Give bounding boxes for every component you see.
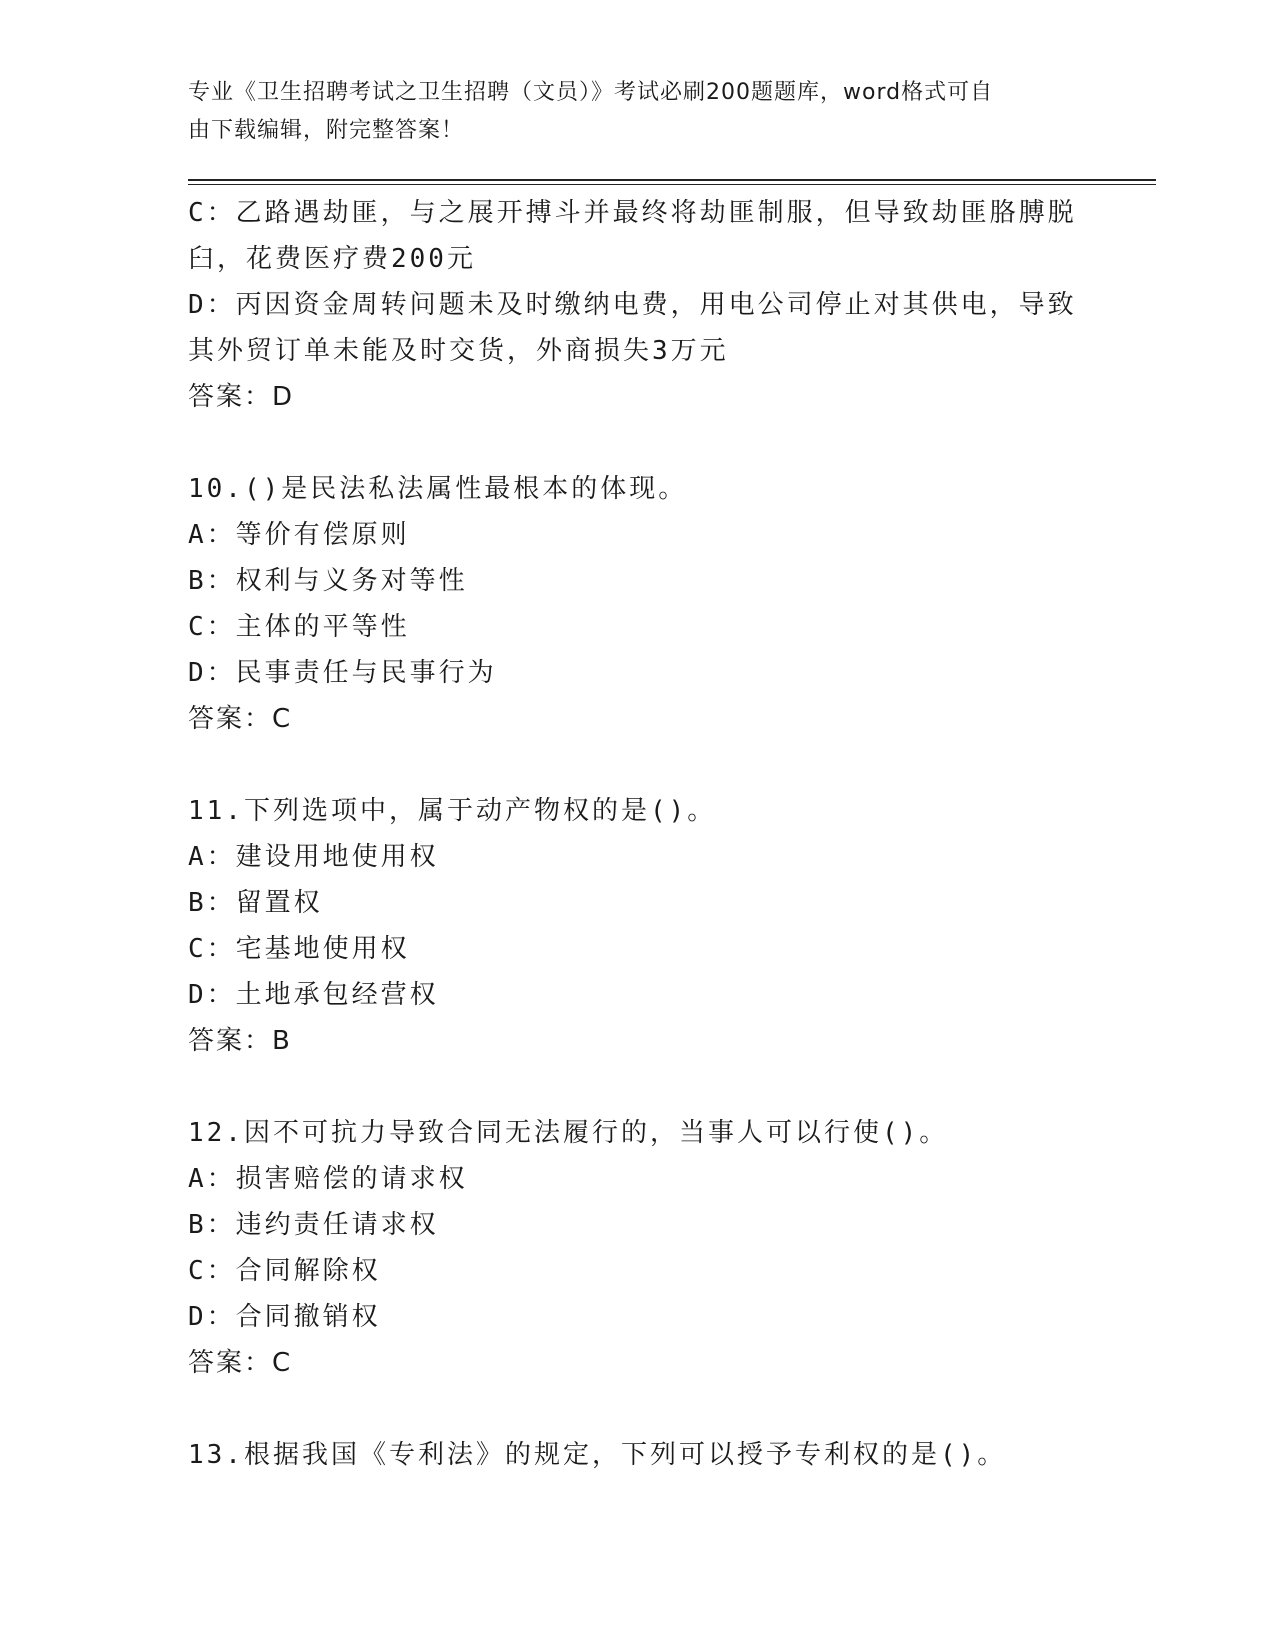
q9-option-d-line-2: 其外贸订单未能及时交货，外商损失3万元: [188, 336, 729, 366]
q13-stem: 13.根据我国《专利法》的规定，下列可以授予专利权的是()。: [188, 1440, 1007, 1470]
q10-option-b: B：权利与义务对等性: [188, 566, 468, 596]
header-rule-thin: [188, 184, 1156, 185]
q12-answer: 答案：C: [188, 1348, 293, 1378]
header-line-1: 专业《卫生招聘考试之卫生招聘（文员）》考试必刷200题题库，word格式可自: [188, 80, 994, 105]
q12-option-b: B：违约责任请求权: [188, 1210, 439, 1240]
q12-stem: 12.因不可抗力导致合同无法履行的，当事人可以行使()。: [188, 1118, 949, 1148]
q12-option-a: A：损害赔偿的请求权: [188, 1164, 468, 1194]
q9-option-c-line-2: 臼，花费医疗费200元: [188, 244, 476, 274]
header-rule-thick: [188, 179, 1156, 181]
q11-option-d: D：土地承包经营权: [188, 980, 439, 1010]
q10-option-d: D：民事责任与民事行为: [188, 658, 497, 688]
q10-option-a: A：等价有偿原则: [188, 520, 410, 550]
spacer: [188, 1064, 1088, 1110]
q12-option-d: D：合同撤销权: [188, 1302, 381, 1332]
q11-answer: 答案：B: [188, 1026, 292, 1056]
q12-option-c: C：合同解除权: [188, 1256, 381, 1286]
document-header: [188, 74, 1068, 150]
question-content: [188, 190, 1088, 1478]
q11-option-b: B：留置权: [188, 888, 323, 918]
q11-stem: 11.下列选项中，属于动产物权的是()。: [188, 796, 717, 826]
q9-option-d-line-1: D：丙因资金周转问题未及时缴纳电费，用电公司停止对其供电，导致: [188, 290, 1077, 320]
q9-option-c-line-1: C：乙路遇劫匪，与之展开搏斗并最终将劫匪制服，但导致劫匪胳膊脱: [188, 198, 1077, 228]
q9-answer: 答案：D: [188, 382, 295, 412]
q10-option-c: C：主体的平等性: [188, 612, 410, 642]
spacer: [188, 420, 1088, 466]
spacer: [188, 742, 1088, 788]
q10-stem: 10.()是民法私法属性最根本的体现。: [188, 474, 688, 504]
spacer: [188, 1386, 1088, 1432]
q10-answer: 答案：C: [188, 704, 293, 734]
q11-option-a: A：建设用地使用权: [188, 842, 439, 872]
q11-option-c: C：宅基地使用权: [188, 934, 410, 964]
header-line-2: 由下载编辑，附完整答案！: [188, 118, 465, 143]
